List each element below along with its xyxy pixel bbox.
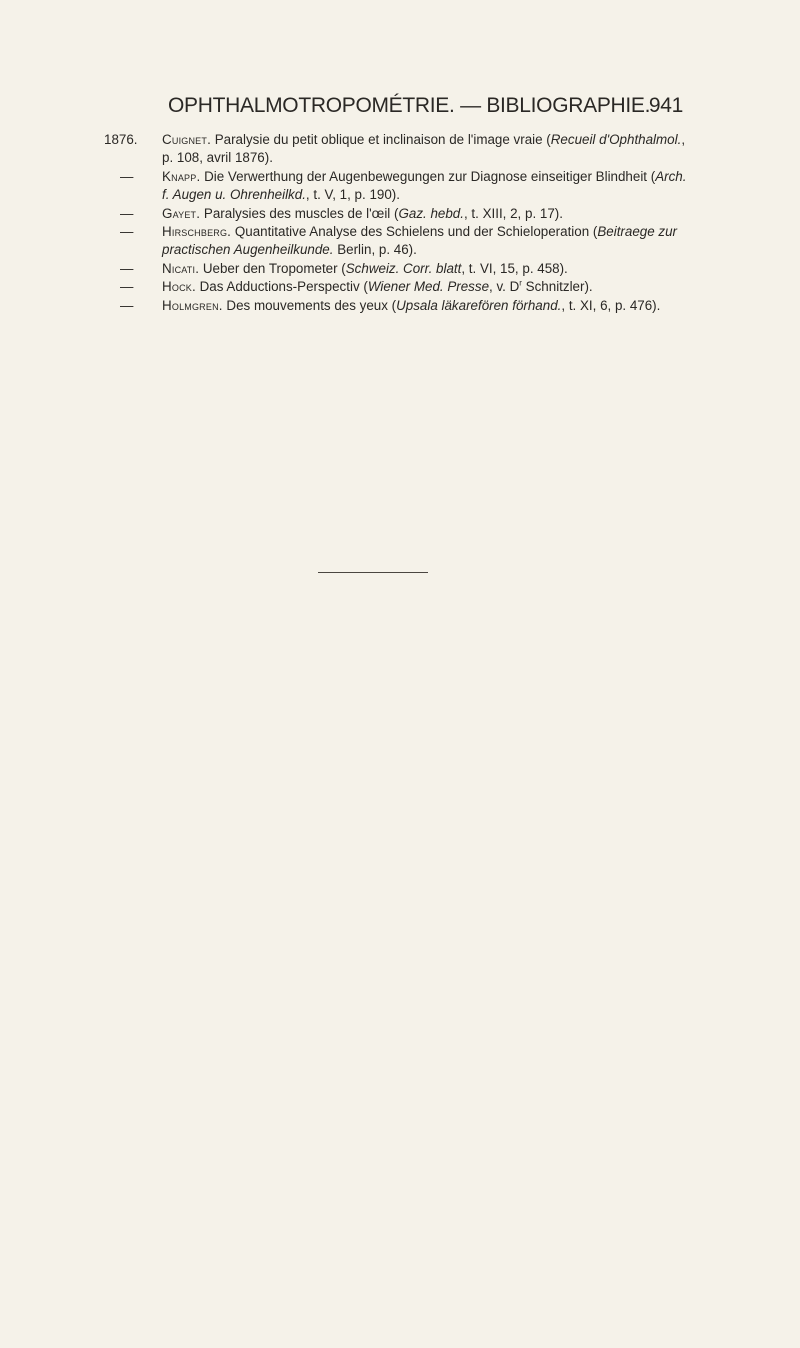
- entry-citation: , t. XI, 6, p. 476).: [561, 297, 661, 313]
- page-number: 941: [648, 94, 683, 117]
- entry-title: Das Adductions-Perspectiv (: [195, 279, 368, 295]
- entry-dash: —: [120, 297, 134, 313]
- entry-source: Beitraege zur practischen Augenheilkunde.: [162, 224, 678, 258]
- entry-citation: Schnitzler).: [521, 279, 593, 295]
- entry-citation: , p. 108, avril 1876).: [162, 132, 686, 166]
- entry-author: Gayet.: [162, 205, 201, 221]
- entry-superscript: r: [519, 278, 522, 288]
- entry-citation: , t. V, 1, p. 190).: [305, 187, 400, 203]
- entry-source: Wiener Med. Presse: [367, 279, 490, 295]
- bibliography-entry: [104, 168, 694, 205]
- entry-author: Nicati.: [162, 260, 200, 276]
- entry-author: Hock.: [162, 279, 196, 295]
- bibliography-list: [104, 131, 694, 315]
- entry-citation: , t. VI, 15, p. 458).: [461, 260, 568, 276]
- entry-dash: —: [120, 279, 134, 295]
- entry-source: Arch. f. Augen u. Ohrenheilkd.: [162, 168, 687, 203]
- entry-dash: —: [120, 224, 134, 240]
- entry-author: Hirschberg.: [162, 224, 232, 240]
- entry-year: 1876.: [104, 132, 138, 147]
- entry-body: [162, 168, 694, 205]
- bibliography-entry: [104, 205, 694, 223]
- entry-source: Schweiz. Corr. blatt: [345, 260, 462, 276]
- entry-author: Cuignet.: [162, 132, 211, 147]
- entry-body: [162, 223, 694, 260]
- entry-source: Upsala läkarefören förhand.: [396, 297, 562, 313]
- entry-citation-prefix: , v. D: [489, 279, 520, 295]
- entry-citation: Berlin, p. 46).: [333, 242, 417, 258]
- bibliography-entry: [104, 278, 694, 296]
- entry-title: Ueber den Tropometer (: [199, 260, 346, 276]
- bibliography-entry: [104, 297, 694, 315]
- entry-dash: —: [120, 260, 134, 276]
- entry-body: [162, 278, 694, 296]
- entry-body: [162, 260, 694, 278]
- entry-title: Des mouvements des yeux (: [222, 297, 397, 313]
- entry-citation: , t. XIII, 2, p. 17).: [463, 205, 563, 221]
- entry-body: [162, 131, 694, 168]
- entry-dash: —: [120, 168, 134, 184]
- bibliography-entry: [104, 131, 694, 168]
- section-separator-rule: [318, 572, 428, 573]
- bibliography-entry: [104, 260, 694, 278]
- page-header: [168, 94, 683, 118]
- entry-source: Gaz. hebd.: [398, 205, 464, 221]
- entry-title: Paralysie du petit oblique et inclinaison de l'image vraie (: [211, 132, 551, 147]
- entry-body: [162, 297, 694, 315]
- entry-title: Quantitative Analyse des Schielens und der Schieloperation (: [231, 224, 598, 240]
- entry-title: Die Verwerthung der Augenbewegungen zur Diagnose einseitiger Blindheit (: [200, 168, 656, 184]
- entry-dash: —: [120, 205, 134, 221]
- bibliography-entry: [104, 223, 694, 260]
- entry-body: [162, 205, 694, 223]
- entry-source: Recueil d'Ophthalmol.: [550, 132, 682, 147]
- entry-title: Paralysies des muscles de l'œil (: [200, 205, 399, 221]
- running-title: OPHTHALMOTROPOMÉTRIE. — BIBLIOGRAPHIE.: [168, 94, 651, 117]
- entry-author: Knapp.: [162, 168, 201, 184]
- entry-author: Holmgren.: [162, 297, 223, 313]
